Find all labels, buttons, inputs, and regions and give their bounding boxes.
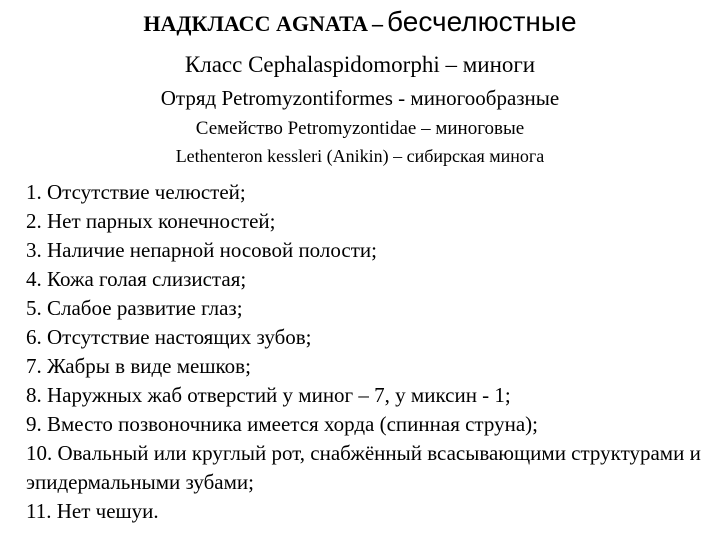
title-common-name: бесчелюстные: [387, 6, 577, 37]
feature-list: [26, 178, 706, 526]
taxon-family: Семейство Petromyzontidae – миноговые: [195, 118, 525, 139]
title-dash: –: [372, 11, 384, 36]
feature-item: 6. Отсутствие настоящих зубов;: [26, 325, 312, 349]
feature-item: 3. Наличие непарной носовой полости;: [26, 238, 377, 262]
feature-item: 11. Нет чешуи.: [26, 499, 159, 523]
feature-item: 1. Отсутствие челюстей;: [26, 180, 246, 204]
feature-item: 9. Вместо позвоночника имеется хорда (спинная струна);: [26, 412, 538, 436]
taxon-order: Отряд Petromyzontiformes - миногообразные: [160, 86, 560, 110]
feature-item: 5. Слабое развитие глаз;: [26, 296, 243, 320]
feature-item: 7. Жабры в виде мешков;: [26, 354, 251, 378]
taxon-class: Класс Cephalaspidomorphi – миноги: [184, 52, 536, 77]
feature-item: 10. Овальный или круглый рот, снабжённый всасывающими структурами и эпидермальными зубами;: [26, 441, 701, 494]
feature-item: 4. Кожа голая слизистая;: [26, 267, 247, 291]
slide-title: [0, 6, 720, 38]
title-superclass: НАДКЛАСС AGNATA: [143, 11, 369, 36]
feature-item: 8. Наружных жаб отверстий у миног – 7, у миксин - 1;: [26, 383, 511, 407]
taxon-species: Lethenteron kessleri (Anikin) – сибирская минога: [175, 146, 545, 166]
feature-item: 2. Нет парных конечностей;: [26, 209, 276, 233]
